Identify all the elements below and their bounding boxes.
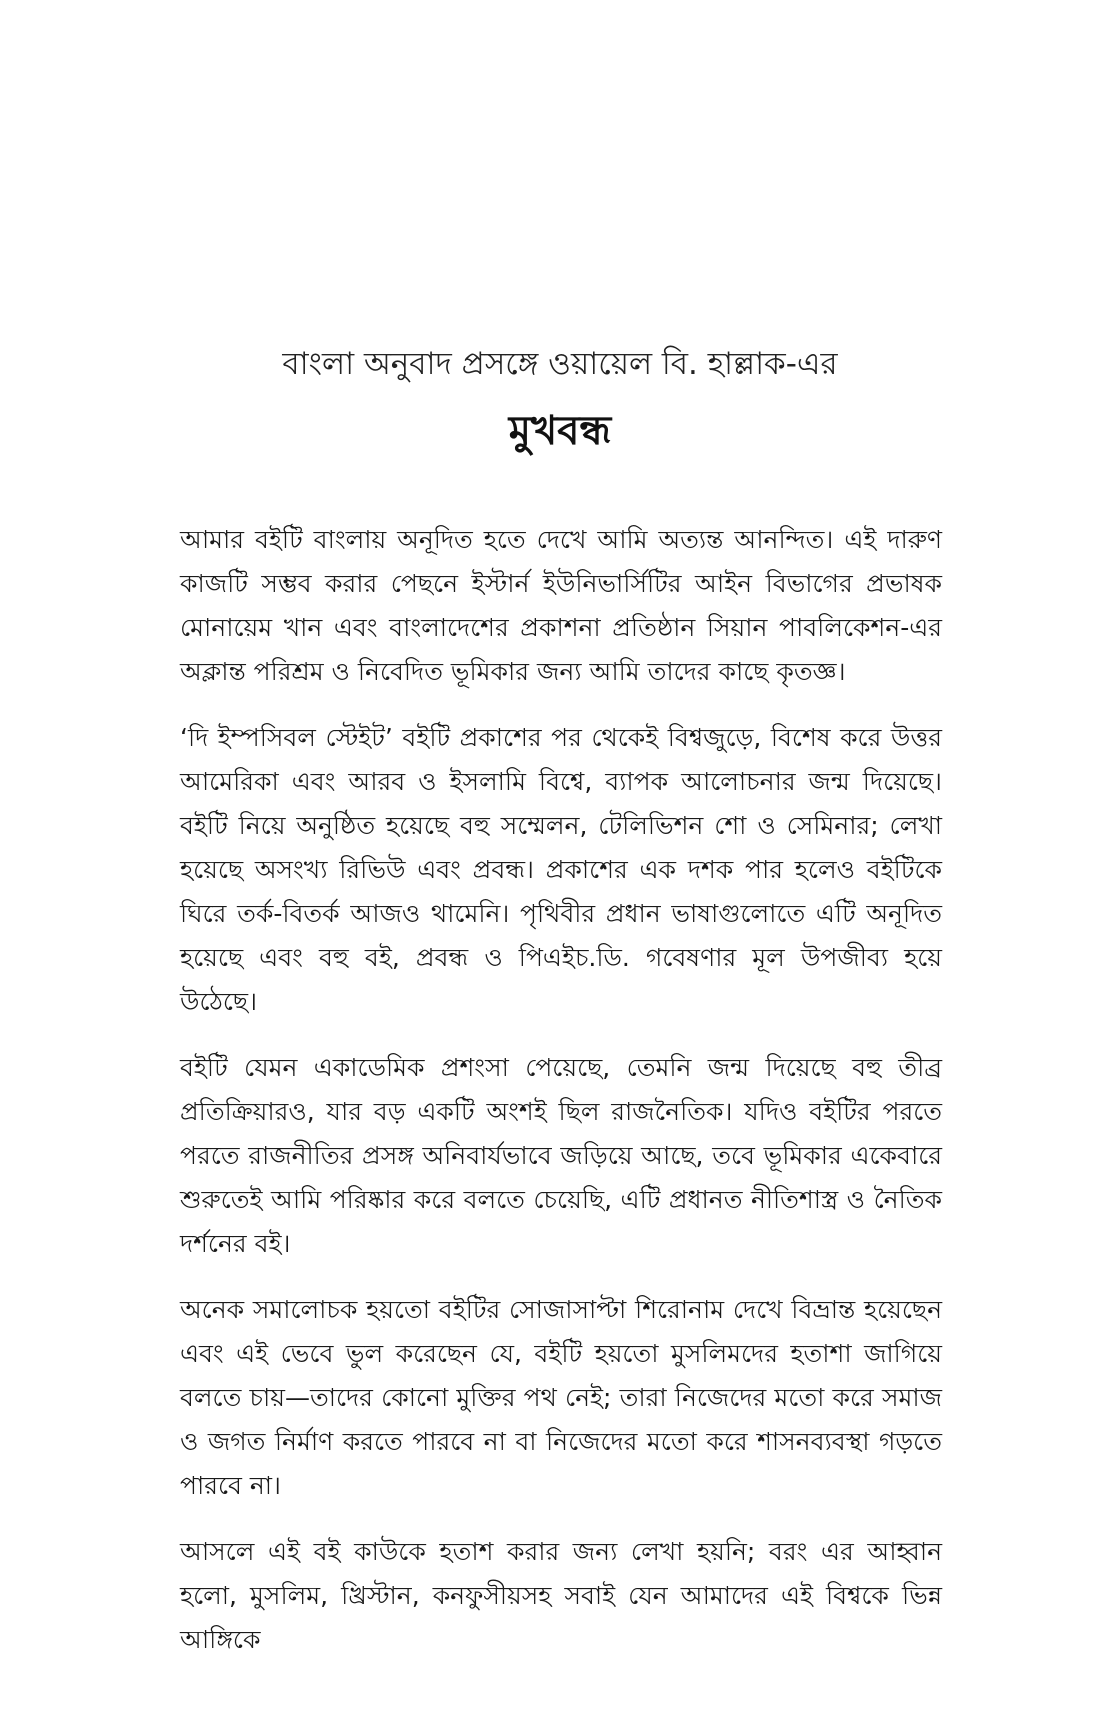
paragraph-5: আসলে এই বই কাউকে হতাশ করার জন্য লেখা হয়নি; বরং এর আহ্বান হলো, মুসলিম, খ্রিস্টান, কনফুসীয়সহ সবাই যেন আমাদের এই বিশ্বকে ভিন্ন আঙ্গিকে: [180, 1537, 942, 1654]
paragraph-2: ‘দি ইম্পসিবল স্টেইট’ বইটি প্রকাশের পর থেকেই বিশ্বজুড়ে, বিশেষ করে উত্তর আমেরিকা এবং আরব ও ইসলামি বিশ্বে, ব্যাপক আলোচনার জন্ম দিয়েছে। বইটি নিয়ে অনুষ্ঠিত হয়েছে বহু সম্মেলন, টেলিভিশন শো ও সেমিনার; লেখা হয়েছে অসংখ্য রিভিউ এবং প্রবন্ধ। প্রকাশের এক দশক পার হলেও বইটিকে ঘিরে তর্ক-বিতর্ক আজও থামেনি। পৃথিবীর প্রধান ভাষাগুলোতে এটি অনূদিত হয়েছে এবং বহু বই, প্রবন্ধ ও পিএইচ.ডি. গবেষণার মূল উপজীব্য হয়ে উঠেছে।: [180, 723, 942, 1016]
page-title: মুখবন্ধ: [508, 408, 612, 454]
paragraph-3: বইটি যেমন একাডেমিক প্রশংসা পেয়েছে, তেমনি জন্ম দিয়েছে বহু তীব্র প্রতিক্রিয়ারও, যার বড় একটি অংশই ছিল রাজনৈতিক। যদিও বইটির পরতে পরতে রাজনীতির প্রসঙ্গ অনিবার্যভাবে জড়িয়ে আছে, তবে ভূমিকার একেবারে শুরুতেই আমি পরিষ্কার করে বলতে চেয়েছি, এটি প্রধানত নীতিশাস্ত্র ও নৈতিক দর্শনের বই।: [180, 1053, 942, 1258]
paragraph-4: অনেক সমালোচক হয়তো বইটির সোজাসাপ্টা শিরোনাম দেখে বিভ্রান্ত হয়েছেন এবং এই ভেবে ভুল করেছেন যে, বইটি হয়তো মুসলিমদের হতাশা জাগিয়ে বলতে চায়—তাদের কোনো মুক্তির পথ নেই; তারা নিজেদের মতো করে সমাজ ও জগত নির্মাণ করতে পারবে না বা নিজেদের মতো করে শাসনব্যবস্থা গড়তে পারবে না।: [180, 1295, 942, 1500]
body-text: [180, 518, 942, 1684]
page-subtitle: বাংলা অনুবাদ প্রসঙ্গে ওয়ায়েল বি. হাল্লাক-এর: [282, 346, 838, 382]
paragraph-1: আমার বইটি বাংলায় অনূদিত হতে দেখে আমি অত্যন্ত আনন্দিত। এই দারুণ কাজটি সম্ভব করার পেছনে ইস্টার্ন ইউনিভার্সিটির আইন বিভাগের প্রভাষক মোনায়েম খান এবং বাংলাদেশের প্রকাশনা প্রতিষ্ঠান সিয়ান পাবলিকেশন-এর অক্লান্ত পরিশ্রম ও নিবেদিত ভূমিকার জন্য আমি তাদের কাছে কৃতজ্ঞ।: [180, 525, 942, 686]
